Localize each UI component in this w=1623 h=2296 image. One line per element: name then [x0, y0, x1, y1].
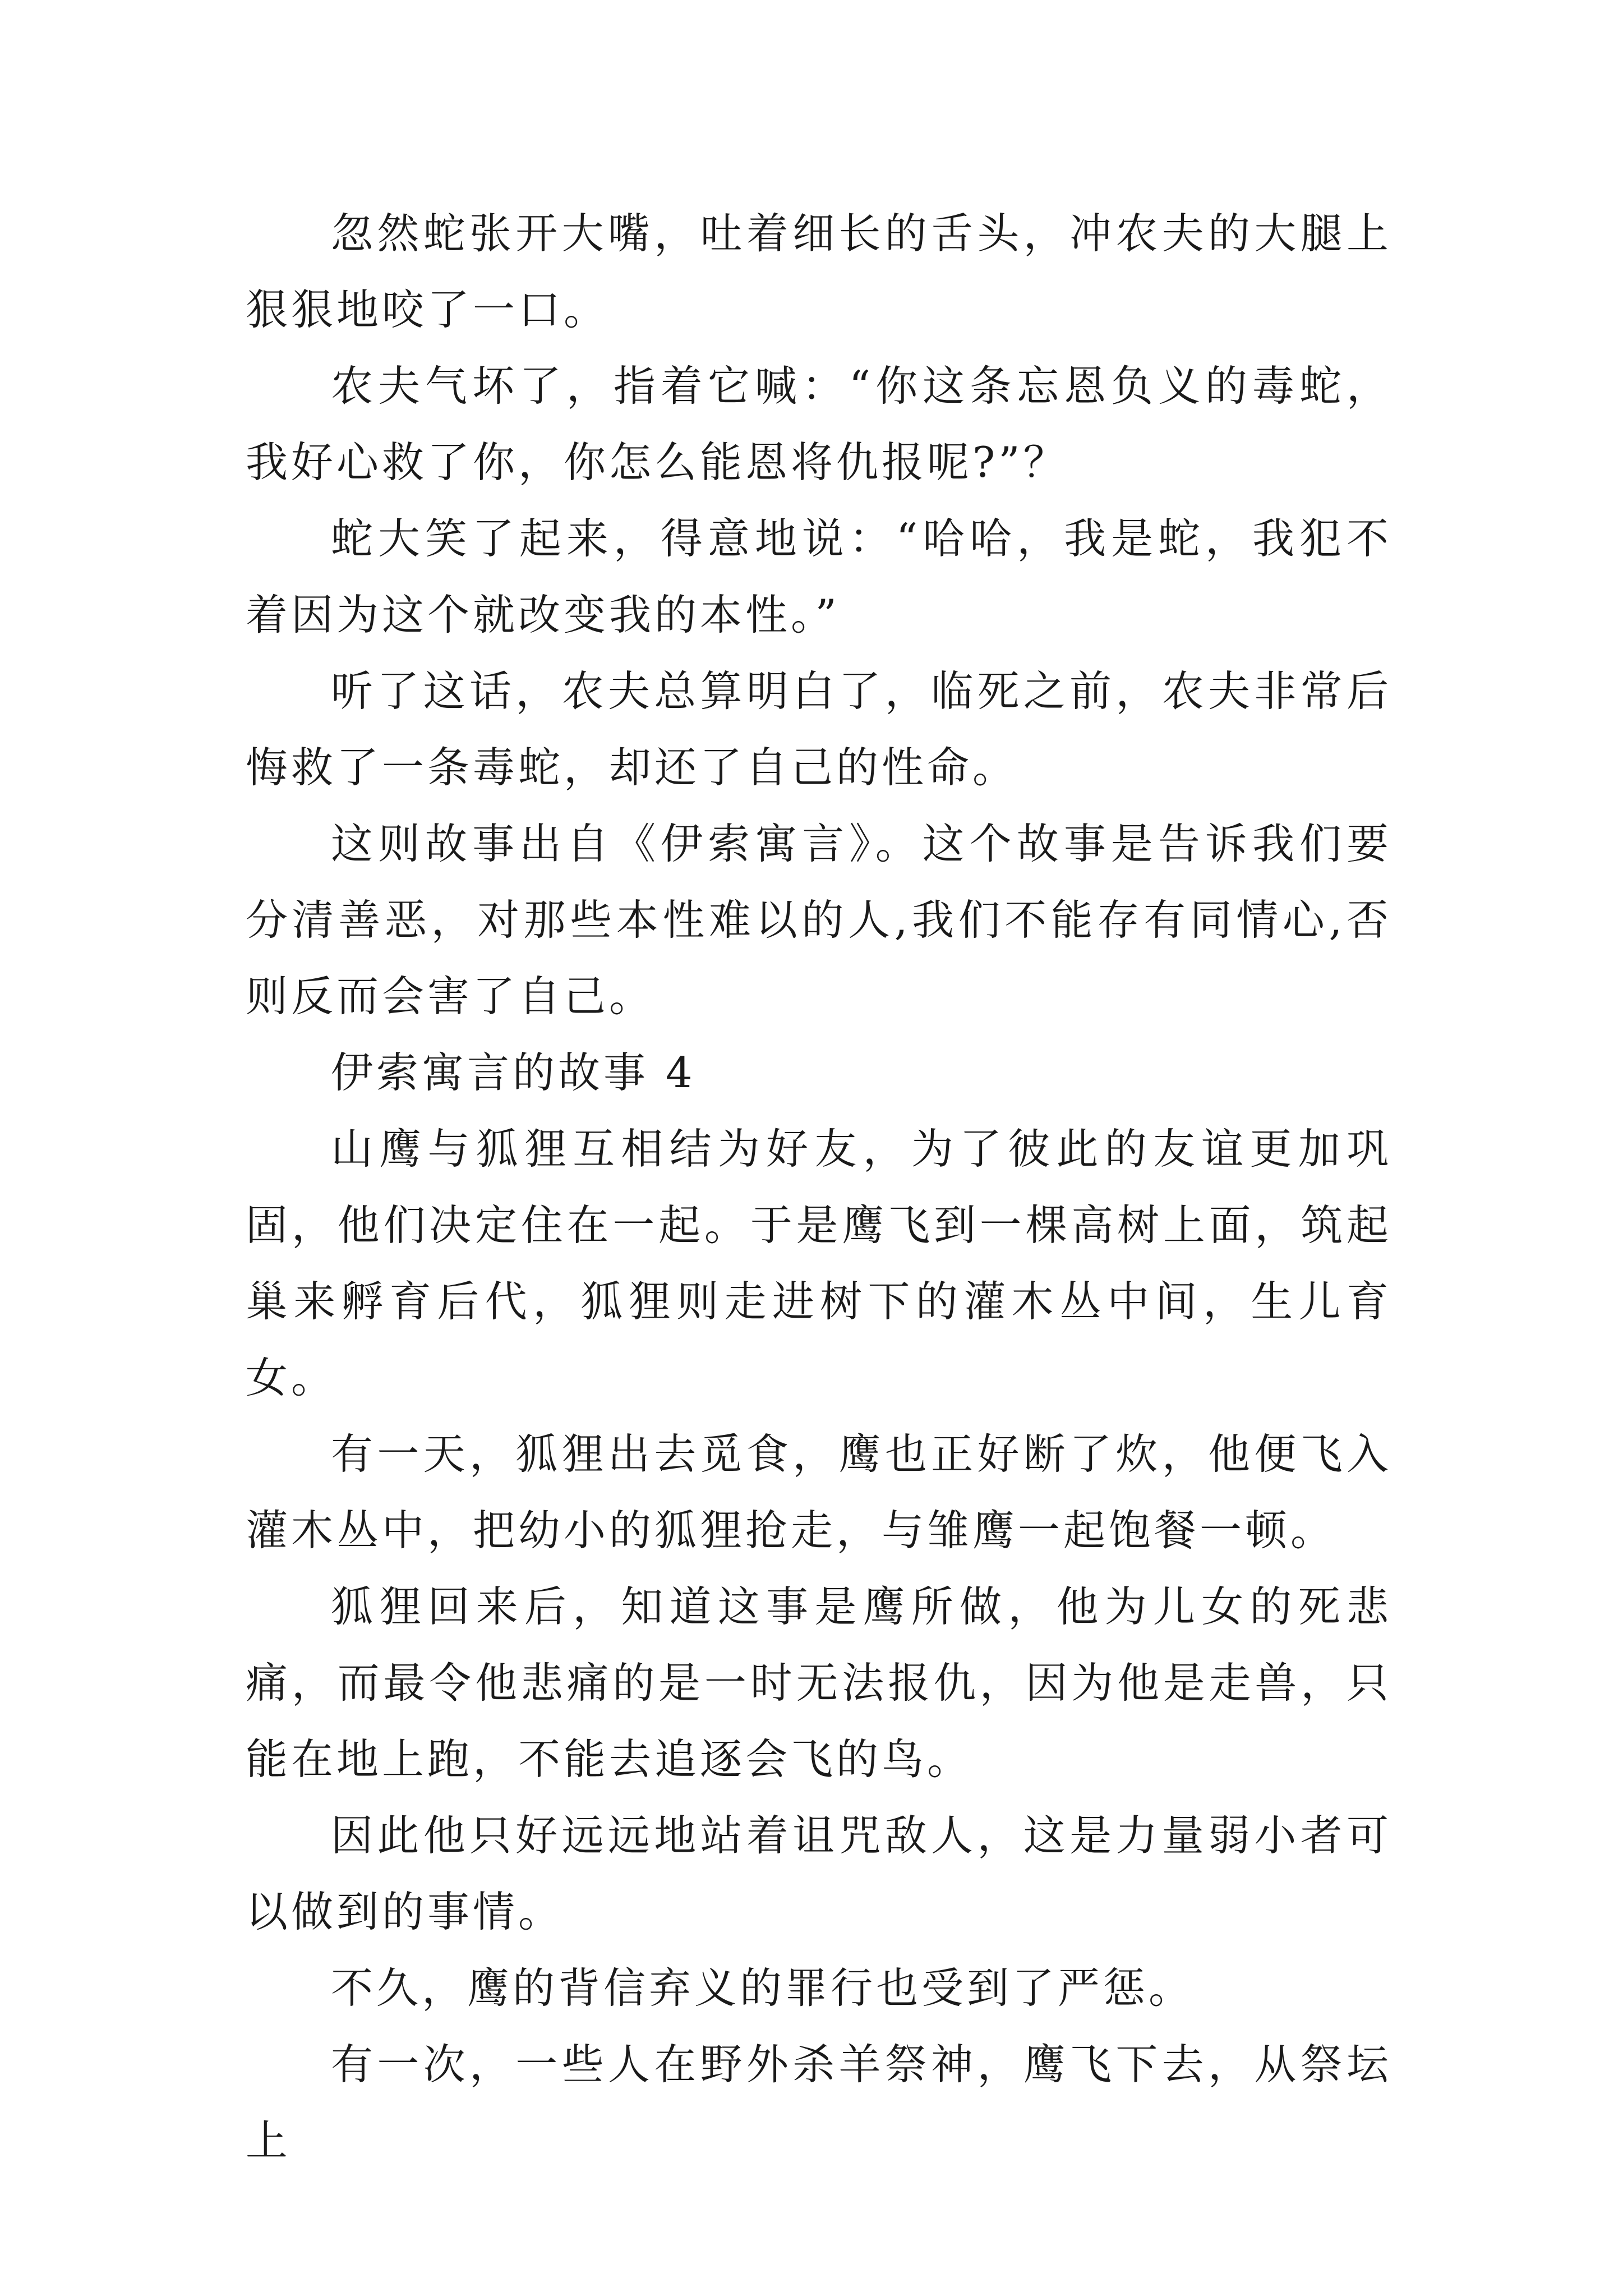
paragraph: 有一次，一些人在野外杀羊祭神，鹰飞下去，从祭坛上	[246, 2040, 1392, 2165]
paragraph: 不久，鹰的背信弃义的罪行也受到了严惩。	[331, 1963, 1195, 2013]
paragraph: 因此他只好远远地站着诅咒敌人，这是力量弱小者可以做到的事情。	[246, 1811, 1392, 1936]
section-heading: 伊索寓言的故事 4	[331, 1048, 696, 1097]
paragraph: 蛇大笑了起来，得意地说：“哈哈，我是蛇，我犯不着因为这个就改变我的本性。”	[246, 514, 1392, 639]
paragraph: 山鹰与狐狸互相结为好友，为了彼此的友谊更加巩固，他们决定住在一起。于是鹰飞到一棵高树上面，筑起巢来孵育后代，狐狸则走进树下的灌木丛中间，生儿育女。	[246, 1124, 1392, 1402]
paragraph: 农夫气坏了，指着它喊：“你这条忘恩负义的毒蛇，我好心救了你，你怎么能恩将仇报呢?”？	[246, 361, 1392, 487]
paragraph: 忽然蛇张开大嘴，吐着细长的舌头，冲农夫的大腿上狠狠地咬了一口。	[246, 209, 1392, 334]
paragraph: 有一天，狐狸出去觅食，鹰也正好断了炊，他便飞入灌木丛中，把幼小的狐狸抢走，与雏鹰一起饱餐一顿。	[246, 1429, 1392, 1555]
paragraph: 狐狸回来后，知道这事是鹰所做，他为儿女的死悲痛，而最令他悲痛的是一时无法报仇，因为他是走兽，只能在地上跑，不能去追逐会飞的鸟。	[246, 1582, 1392, 1784]
paragraph: 听了这话，农夫总算明白了，临死之前，农夫非常后悔救了一条毒蛇，却还了自己的性命。	[246, 666, 1392, 792]
paragraph: 这则故事出自《伊索寓言》。这个故事是告诉我们要分清善恶，对那些本性难以的人,我们不能存有同情心,否则反而会害了自己。	[246, 819, 1392, 1021]
body-text	[246, 195, 1392, 2179]
